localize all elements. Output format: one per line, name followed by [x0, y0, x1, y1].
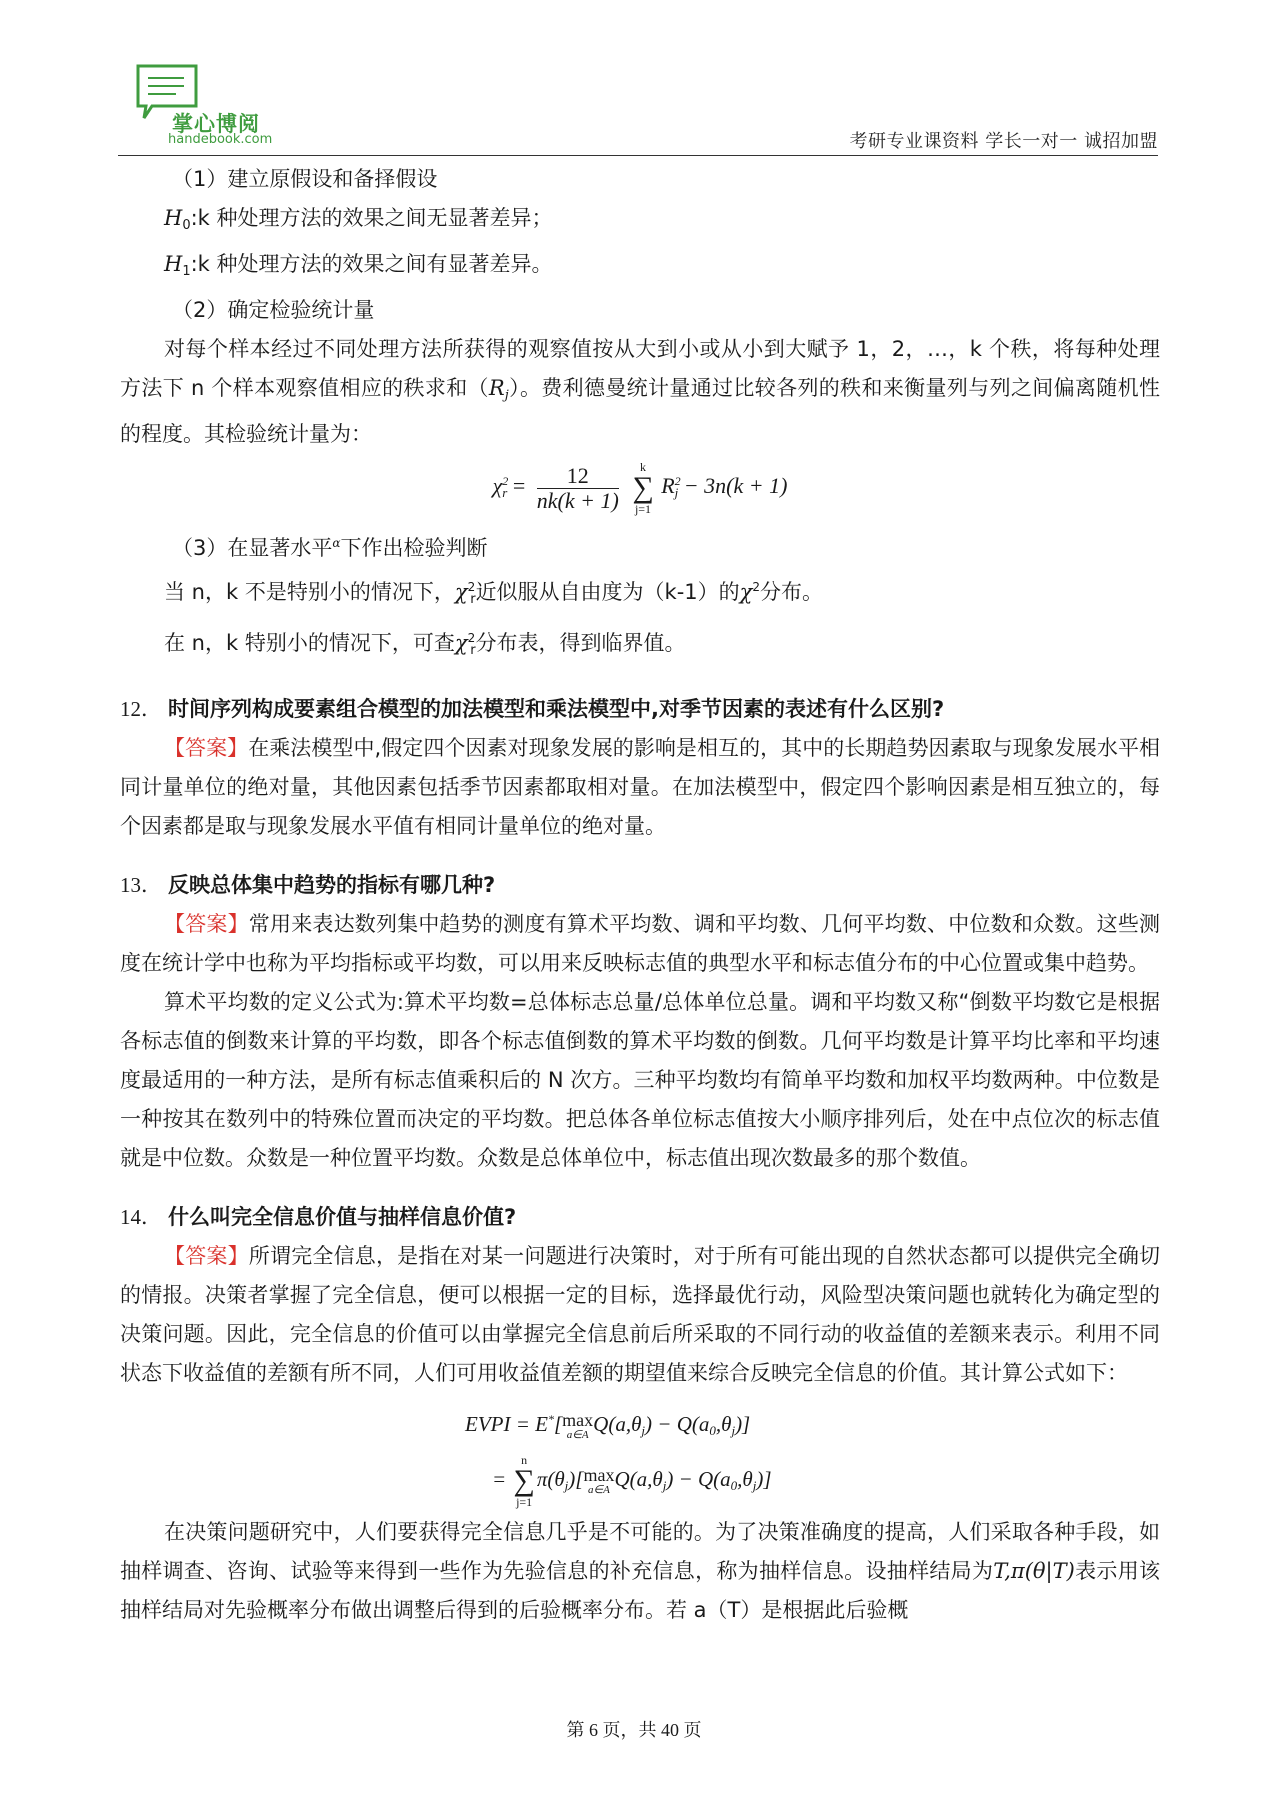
- page-content: [120, 160, 1160, 1630]
- logo-url: handebook.com: [168, 132, 273, 147]
- answer-tag: 【答案】: [164, 912, 249, 936]
- header-slogan: 考研专业课资料 学长一对一 诚招加盟: [849, 131, 1158, 152]
- step-3: （3）在显著水平$^\alpha$下作出检验判断: [172, 536, 488, 560]
- page-number: 第 6 页，共 40 页: [566, 1720, 702, 1740]
- question-12-title: 12． 时间序列构成要素组合模型的加法模型和乘法模型中,对季节因素的表述有什么区别?: [120, 697, 945, 721]
- large-sample-line: 当 n，k 不是特别小的情况下，$\chi^2_r$近似服从自由度为（k-1）的$\chi^2$分布。: [164, 580, 824, 607]
- small-sample-line: 在 n，k 特别小的情况下，可查$\chi^2_r$分布表，得到临界值。: [164, 631, 686, 658]
- question-14-title: 14． 什么叫完全信息价值与抽样信息价值?: [120, 1205, 517, 1229]
- hypothesis-h0: $H_0:k$ 种处理方法的效果之间无显著差异；: [164, 206, 553, 233]
- question-14-paragraph-2: 在决策问题研究中，人们要获得完全信息几乎是不可能的。为了决策准确度的提高，人们采取各种手段，如抽样调查、咨询、试验等来得到一些作为先验信息的补充信息，称为抽样信息。设抽样结局为T,π(θ|T)表示用该抽样结局对先验概率分布做出调整后得到的后验概率分布。若 a（T）是根据此后验概: [120, 1520, 1161, 1622]
- friedman-paragraph: 对每个样本经过不同处理方法所获得的观察值按从大到小或从小到大赋予 1，2，…，k 个秩，将每种处理方法下 n 个样本观察值相应的秩求和$(R_j)$。费利德曼统计量通过比较各列的秩和来衡量列与列之间偏离随机性的程度。其检验统计量为：: [120, 337, 1160, 446]
- formula-fraction: $\frac{12}{nk(k + 1)}$: [536, 462, 619, 513]
- logo-brand-name: 掌心博阅: [172, 112, 260, 136]
- friedman-formula: $\chi^2_r$ = $\frac{12}{nk(k + 1)}$ k ∑ j=1 $R^2_j - 3n(k + 1)$: [492, 460, 788, 516]
- hypothesis-h1: $H_1:k$ 种处理方法的效果之间有显著差异。: [164, 252, 553, 279]
- max-operator: max a∈A: [583, 1464, 615, 1496]
- step-2: （2）确定检验统计量: [172, 298, 375, 322]
- header-divider: [118, 155, 1158, 156]
- max-operator: max a∈A: [562, 1409, 594, 1441]
- sum-operator: n ∑ j=1: [513, 1453, 535, 1509]
- evpi-line-2: = n ∑ j=1 $\pi(\theta_j)$[ max a∈A $Q(a,\theta_j) - Q(a_0,\theta_j)$]: [492, 1453, 772, 1509]
- question-14-answer: 【答案】所谓完全信息，是指在对某一问题进行决策时，对于所有可能出现的自然状态都可以提供完全确切的情报。决策者掌握了完全信息，便可以根据一定的目标，选择最优行动，风险型决策问题也就转化为确定型的决策问题。因此，完全信息的价值可以由掌握完全信息前后所采取的不同行动的收益值的差额来表示。利用不同状态下收益值的差额有所不同，人们可用收益值差额的期望值来综合反映完全信息的价值。其计算公式如下：: [120, 1244, 1161, 1385]
- step-1: （1）建立原假设和备择假设: [172, 167, 438, 191]
- question-13-title: 13． 反映总体集中趋势的指标有哪几种?: [120, 873, 496, 897]
- question-13-paragraph-2: 算术平均数的定义公式为:算术平均数=总体标志总量/总体单位总量。调和平均数又称“倒数平均数它是根据各标志值的倒数来计算的平均数，即各个标志值倒数的算术平均数的倒数。几何平均数是计算平均比率和平均速度最适用的一种方法，是所有标志值乘积后的 N 次方。三种平均数均有简单平均数和加权平均数两种。中位数是一种按其在数列中的特殊位置而决定的平均数。把总体各单位标志值按大小顺序排列后，处在中点位次的标志值就是中位数。众数是一种位置平均数。众数是总体单位中，标志值出现次数最多的那个数值。: [120, 990, 1160, 1170]
- sum-operator: k ∑ j=1: [632, 460, 654, 516]
- answer-tag: 【答案】: [164, 1244, 249, 1268]
- answer-tag: 【答案】: [164, 736, 249, 760]
- question-12-answer: 【答案】在乘法模型中,假定四个因素对现象发展的影响是相互的，其中的长期趋势因素取与现象发展水平相同计量单位的绝对量，其他因素包括季节因素都取相对量。在加法模型中，假定四个影响因素是相互独立的，每个因素都是取与现象发展水平值有相同计量单位的绝对量。: [120, 736, 1161, 838]
- evpi-formula: [120, 1397, 1160, 1509]
- evpi-line-1: EVPI = E*[ max a∈A $Q(a,\theta_j) - Q(a_0,\theta_j)$]: [465, 1409, 751, 1441]
- question-13-answer: 【答案】常用来表达数列集中趋势的测度有算术平均数、调和平均数、几何平均数、中位数和众数。这些测度在统计学中也称为平均指标或平均数，可以用来反映标志值的典型水平和标志值分布的中心位置或集中趋势。: [120, 912, 1161, 975]
